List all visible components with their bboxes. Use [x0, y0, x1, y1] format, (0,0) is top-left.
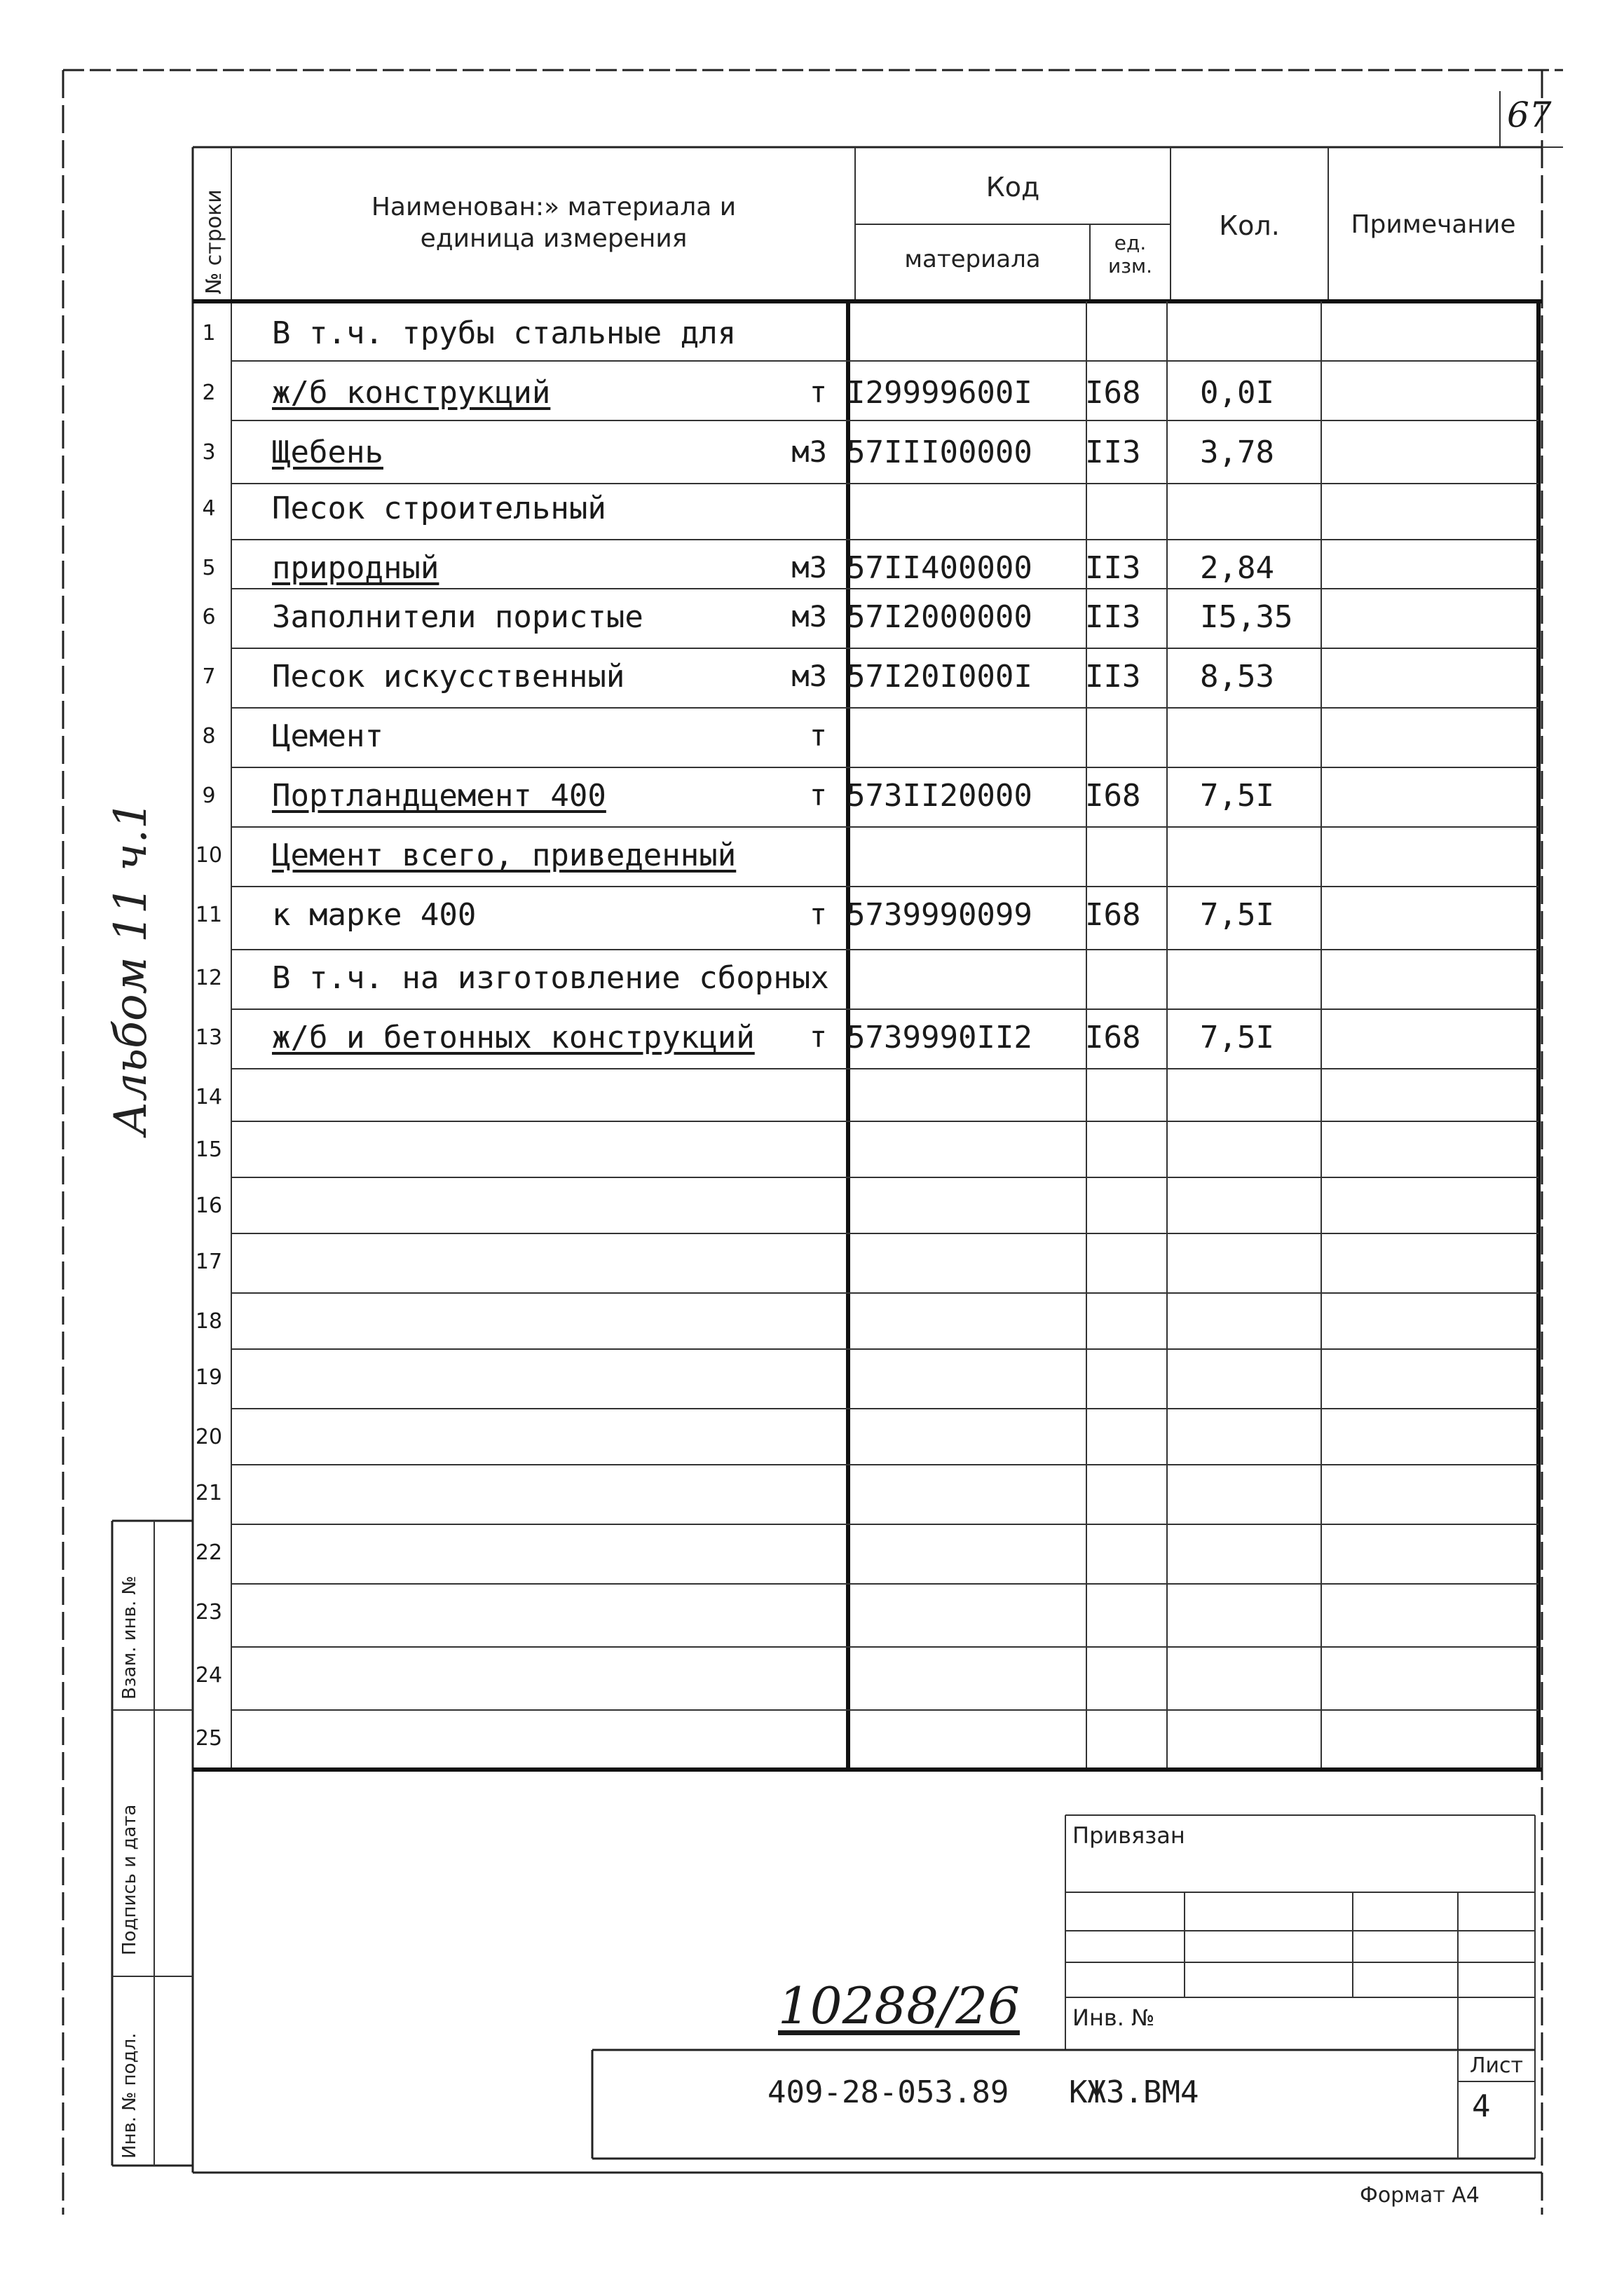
table-row [0, 960, 1624, 1002]
row-number: 3 [202, 440, 216, 465]
material-name: ж/б конструкций [272, 375, 551, 411]
unit-code: II3 [1085, 659, 1141, 695]
table-row [0, 491, 1624, 533]
row-number: 5 [202, 556, 216, 580]
row-number: 8 [202, 724, 216, 748]
table-row [0, 1188, 1624, 1230]
unit-label: т [809, 1020, 827, 1054]
table-row [0, 599, 1624, 641]
title-bound: Привязан [1072, 1822, 1185, 1849]
material-name: к марке 400 [272, 897, 477, 933]
row-number: 16 [195, 1194, 223, 1218]
header-code-unit-1: ед. [1114, 231, 1147, 254]
material-name: природный [272, 550, 439, 586]
unit-label: т [809, 375, 827, 409]
material-code: 57III00000 [847, 435, 1032, 470]
table-row [0, 1132, 1624, 1174]
material-name: Песок строительный [272, 491, 606, 526]
row-number: 14 [195, 1085, 223, 1109]
material-code: I29999600I [847, 375, 1032, 411]
table-row [0, 1594, 1624, 1636]
row-number: 22 [195, 1540, 223, 1565]
quantity: I5,35 [1200, 599, 1293, 635]
material-name: ж/б и бетонных конструкций [272, 1020, 755, 1055]
material-name: Щебень [272, 435, 383, 470]
header-code-material: материала [904, 245, 1041, 273]
row-number: 1 [202, 321, 216, 346]
material-name: Цемент [272, 718, 383, 754]
doc-code: 409-28-053.89 [767, 2074, 1009, 2110]
unit-label: м3 [791, 550, 827, 584]
row-number: 20 [195, 1425, 223, 1449]
format-label: Формат А4 [1360, 2183, 1480, 2208]
row-number: 10 [195, 843, 223, 868]
row-number: 12 [195, 966, 223, 990]
row-number: 18 [195, 1309, 223, 1334]
unit-code: I68 [1085, 897, 1141, 933]
row-number: 2 [202, 381, 216, 405]
material-code: 57I2000000 [847, 599, 1032, 635]
row-number: 25 [195, 1726, 223, 1751]
handwritten-number: 10288/26 [778, 1976, 1020, 2035]
row-number: 7 [202, 664, 216, 689]
row-number: 11 [195, 903, 223, 927]
row-number: 13 [195, 1025, 223, 1050]
album-label: Альбом 11 ч.1 [105, 800, 157, 1135]
table-row [0, 1020, 1624, 1062]
table-row [0, 837, 1624, 880]
stamp-inv-orig: Инв. № подл. [119, 2032, 140, 2159]
table-row [0, 315, 1624, 357]
quantity: 2,84 [1200, 550, 1274, 586]
doc-mark: КЖЗ.ВМ4 [1069, 2074, 1199, 2110]
unit-label: т [809, 778, 827, 812]
material-name: Песок искусственный [272, 659, 625, 695]
material-name: Цемент всего, приведенный [272, 837, 737, 873]
material-name: Заполнители пористые [272, 599, 643, 635]
unit-code: II3 [1085, 599, 1141, 635]
quantity: 0,0I [1200, 375, 1274, 411]
sheet-label: Лист [1469, 2053, 1524, 2078]
table-row [0, 1079, 1624, 1121]
material-name: В т.ч. на изготовление сборных [272, 960, 829, 996]
table-row [0, 1721, 1624, 1763]
row-number: 24 [195, 1663, 223, 1688]
header-qty: Кол. [1219, 210, 1280, 241]
material-code: 5739990II2 [847, 1020, 1032, 1055]
unit-label: т [809, 897, 827, 931]
quantity: 8,53 [1200, 659, 1274, 695]
header-name-line1: Наименован:» материала и [371, 193, 737, 221]
header-code-unit-2: изм. [1107, 254, 1153, 278]
table-row [0, 1419, 1624, 1461]
row-number: 6 [202, 605, 216, 629]
table-row [0, 1244, 1624, 1286]
unit-code: II3 [1085, 550, 1141, 586]
row-number: 9 [202, 784, 216, 808]
header-name-line2: единица измерения [420, 224, 688, 253]
table-row [0, 778, 1624, 820]
table-row [0, 1360, 1624, 1402]
table-row [0, 659, 1624, 701]
row-number: 19 [195, 1365, 223, 1390]
table-row [0, 897, 1624, 939]
material-code: 57I20I000I [847, 659, 1032, 695]
header-code: Код [985, 172, 1040, 203]
table-row [0, 550, 1624, 592]
table-row [0, 1475, 1624, 1517]
row-number: 15 [195, 1137, 223, 1162]
unit-code: I68 [1085, 1020, 1141, 1055]
row-number: 21 [195, 1481, 223, 1505]
material-code: 5739990099 [847, 897, 1032, 933]
table-row [0, 718, 1624, 760]
unit-code: I68 [1085, 778, 1141, 814]
unit-label: м3 [791, 659, 827, 693]
quantity: 7,5I [1200, 778, 1274, 814]
row-number: 17 [195, 1250, 223, 1274]
stamp-sign-date: Подпись и дата [119, 1804, 140, 1955]
unit-code: II3 [1085, 435, 1141, 470]
quantity: 7,5I [1200, 897, 1274, 933]
table-row [0, 1535, 1624, 1577]
unit-code: I68 [1085, 375, 1141, 411]
table-row [0, 1304, 1624, 1346]
material-name: Портландцемент 400 [272, 778, 606, 814]
quantity: 7,5I [1200, 1020, 1274, 1055]
sheet-value: 4 [1472, 2088, 1491, 2124]
table-row [0, 435, 1624, 477]
table-row [0, 1657, 1624, 1700]
title-inv-no: Инв. № [1072, 2004, 1155, 2031]
table-row [0, 375, 1624, 417]
unit-label: м3 [791, 435, 827, 469]
unit-label: м3 [791, 599, 827, 634]
page-number: 67 [1507, 95, 1552, 135]
header-note: Примечание [1351, 210, 1516, 239]
row-number: 4 [202, 496, 216, 521]
stamp-replace-inv: Взам. инв. № [119, 1575, 140, 1700]
material-code: 57II400000 [847, 550, 1032, 586]
header-row-no: № строки [202, 189, 226, 294]
material-name: В т.ч. трубы стальные для [272, 315, 737, 351]
quantity: 3,78 [1200, 435, 1274, 470]
material-code: 573II20000 [847, 778, 1032, 814]
unit-label: т [809, 718, 827, 753]
row-number: 23 [195, 1600, 223, 1625]
